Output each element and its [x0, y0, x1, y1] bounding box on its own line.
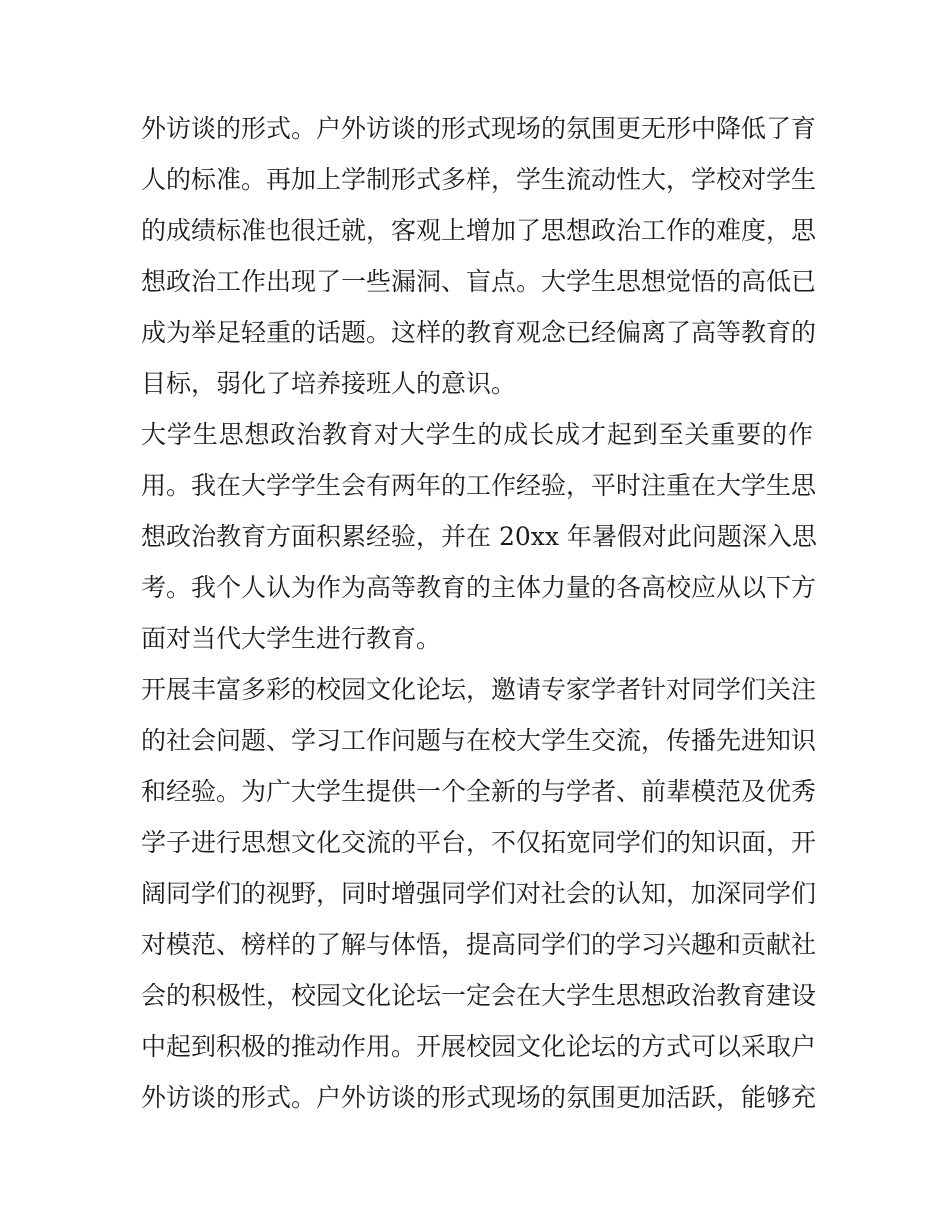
text-line: 对模范、榜样的了解与体悟，提高同学们的学习兴趣和贡献社: [141, 930, 817, 959]
text-line: 想政治教育方面积累经验，并在 20xx 年暑假对此问题深入思: [141, 522, 817, 551]
text-line: 开展丰富多彩的校园文化论坛，邀请专家学者针对同学们关注: [141, 675, 817, 704]
text-line: 用。我在大学学生会有两年的工作经验，平时注重在大学生思: [141, 471, 817, 500]
text-line: 考。我个人认为作为高等教育的主体力量的各高校应从以下方: [141, 573, 817, 602]
text-line: 阔同学们的视野，同时增强同学们对社会的认知，加深同学们: [141, 879, 817, 908]
text-line: 人的标准。再加上学制形式多样，学生流动性大，学校对学生: [141, 165, 817, 194]
text-line: 中起到积极的推动作用。开展校园文化论坛的方式可以采取户: [141, 1032, 817, 1061]
text-line: 目标，弱化了培养接班人的意识。: [141, 369, 517, 398]
paragraph-1: [141, 103, 817, 409]
text-line: 的社会问题、学习工作问题与在校大学生交流，传播先进知识: [141, 726, 817, 755]
text-line: 大学生思想政治教育对大学生的成长成才起到至关重要的作: [141, 420, 813, 449]
text-line: 会的积极性，校园文化论坛一定会在大学生思想政治教育建设: [141, 981, 817, 1010]
text-line: 想政治工作出现了一些漏洞、盲点。大学生思想觉悟的高低已: [141, 267, 817, 296]
text-line: 面对当代大学生进行教育。: [141, 624, 442, 653]
text-line: 和经验。为广大学生提供一个全新的与学者、前辈模范及优秀: [141, 777, 817, 806]
text-line: 外访谈的形式。户外访谈的形式现场的氛围更无形中降低了育: [141, 114, 817, 143]
text-line: 成为举足轻重的话题。这样的教育观念已经偏离了高等教育的: [141, 318, 817, 347]
text-line: 外访谈的形式。户外访谈的形式现场的氛围更加活跃，能够充: [141, 1083, 817, 1112]
text-line: 学子进行思想文化交流的平台，不仅拓宽同学们的知识面，开: [141, 828, 817, 857]
text-line: 的成绩标准也很迁就，客观上增加了思想政治工作的难度，思: [141, 216, 817, 245]
document-body: [141, 103, 817, 1123]
paragraph-2: [141, 409, 817, 664]
paragraph-3: [141, 664, 817, 1123]
